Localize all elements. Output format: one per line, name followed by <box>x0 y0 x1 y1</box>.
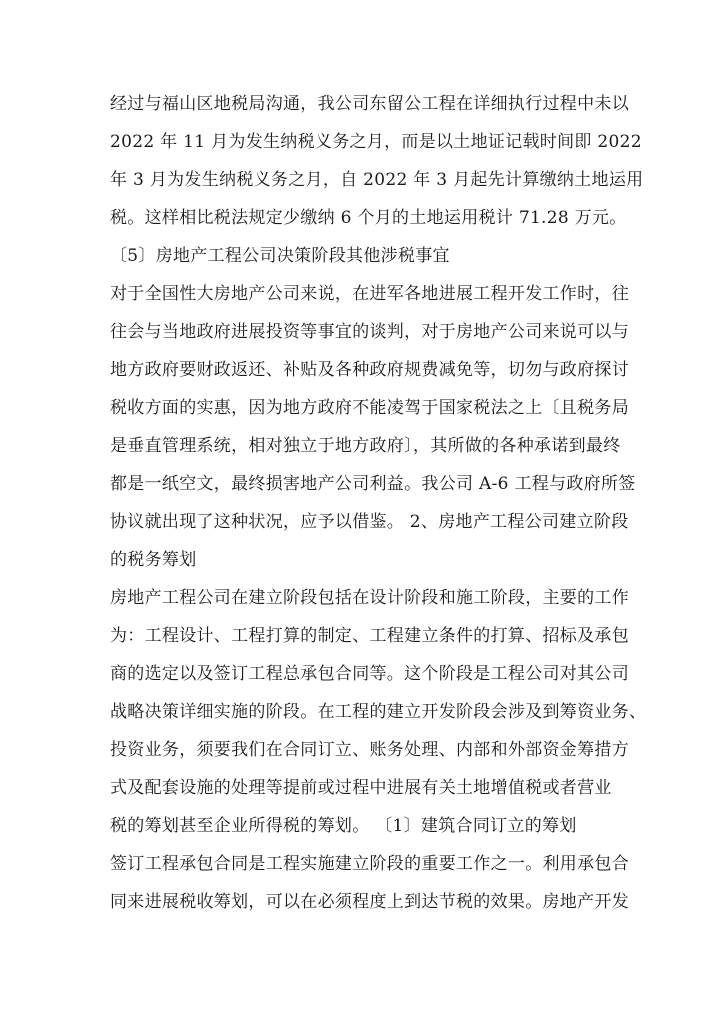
text-line: 经过与福山区地税局沟通，我公司东留公工程在详细执行过程中未以 <box>110 94 629 114</box>
text-line: 协议就出现了这种状况，应予以借鉴。 2、房地产工程公司建立阶段 <box>110 512 629 532</box>
text-line: 的税务筹划 <box>110 550 197 570</box>
text-line: 是垂直管理系统，相对独立于地方政府〕，其所做的各种承诺到最终 <box>110 436 621 456</box>
text-line: 对于全国性大房地产公司来说，在进军各地进展工程开发工作时，往 <box>110 284 629 304</box>
text-line: 2022 年 11 月为发生纳税义务之月，而是以土地证记载时间即 2022 <box>110 132 642 152</box>
text-line: 战略决策详细实施的阶段。在工程的建立开发阶段会涉及到筹资业务、 <box>110 702 647 722</box>
text-line: 为：工程设计、工程打算的制定、工程建立条件的打算、招标及承包 <box>110 626 629 646</box>
text-line: 同来进展税收筹划，可以在必须程度上到达节税的效果。房地产开发 <box>110 892 629 912</box>
text-line: 税收方面的实惠，因为地方政府不能凌驾于国家税法之上〔且税务局 <box>110 398 629 418</box>
text-line: 税。这样相比税法规定少缴纳 6 个月的土地运用税计 71.28 万元。 <box>110 208 627 228</box>
text-line: 式及配套设施的处理等提前或过程中进展有关土地增值税或者营业 <box>110 778 612 798</box>
text-line: 年 3 月为发生纳税义务之月，自 2022 年 3 月起先计算缴纳土地运用 <box>110 170 644 190</box>
text-line: 税的筹划甚至企业所得税的筹划。 〔1〕建筑合同订立的筹划 <box>110 816 577 836</box>
text-line: 投资业务，须要我们在合同订立、账务处理、内部和外部资金筹措方 <box>110 740 629 760</box>
text-line: 往会与当地政府进展投资等事宜的谈判，对于房地产公司来说可以与 <box>110 322 629 342</box>
text-line: 都是一纸空文，最终损害地产公司利益。我公司 A-6 工程与政府所签 <box>110 474 636 494</box>
text-line: 地方政府要财政返还、补贴及各种政府规费减免等，切勿与政府探讨 <box>110 360 629 380</box>
text-line: 商的选定以及签订工程总承包合同等。这个阶段是工程公司对其公司 <box>110 664 629 684</box>
text-line: 房地产工程公司在建立阶段包括在设计阶段和施工阶段，主要的工作 <box>110 588 629 608</box>
section-heading: 〔5〕房地产工程公司决策阶段其他涉税事宜 <box>110 246 450 266</box>
text-line: 签订工程承包合同是工程实施建立阶段的重要工作之一。利用承包合 <box>110 854 629 874</box>
